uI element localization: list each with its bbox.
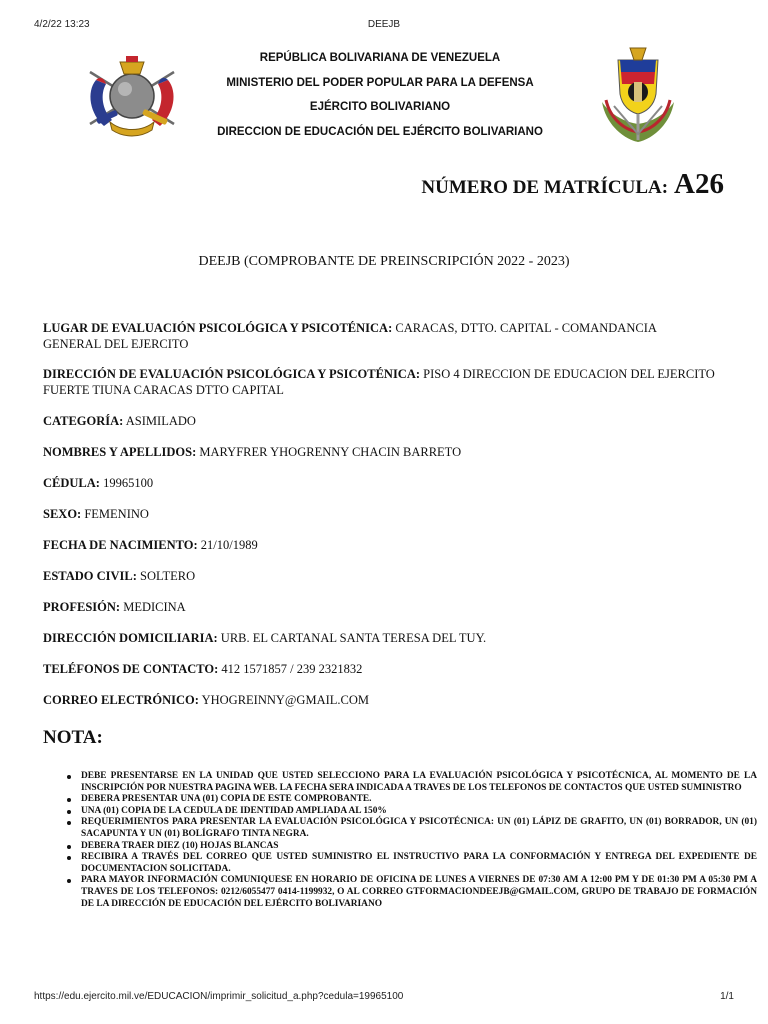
field-contact-phones (43, 661, 715, 677)
field-evaluation-address (43, 366, 715, 398)
note-item: PARA MAYOR INFORMACIÓN COMUNIQUESE EN HORARIO DE OFICINA DE LUNES A VIERNES DE 07:30 AM A 12:00 PM Y DE 01:30 PM A 05:30 PM A TRAVES DE LOS TELEFONOS: 0212/6055477 0414-1199932, O AL CORREO GTFORMACIONDEEJB@GMAIL.COM, GRUPO DE TRABAJO DE FORMACIÓN DE LA DIRECCIÓN DE EDUCACIÓN DEL EJÉRCITO BOLIVARIANO (81, 875, 757, 909)
field-value: MARYFRER YHOGRENNY CHACIN BARRETO (199, 445, 462, 459)
institution-line-republic: REPÚBLICA BOLIVARIANA DE VENEZUELA (259, 52, 501, 64)
field-label: CORREO ELECTRÓNICO: (43, 693, 199, 707)
print-page-title: DEEJB (367, 19, 401, 30)
field-full-name (43, 444, 715, 460)
field-home-address (43, 630, 715, 646)
field-value: PISO 4 DIRECCION DE EDUCACION DEL EJERCITO FUERTE TIUNA CARACAS DTTO CAPITAL (43, 367, 715, 397)
field-marital-status (43, 568, 715, 584)
field-birth-date (43, 537, 715, 553)
field-label: NOMBRES Y APELLIDOS: (43, 445, 197, 459)
army-coat-of-arms-icon (82, 52, 182, 140)
institution-heading (180, 50, 580, 148)
print-datetime: 4/2/22 13:23 (34, 19, 90, 30)
note-item: DEBE PRESENTARSE EN LA UNIDAD QUE USTED SELECCIONO PARA LA EVALUACIÓN PSICOLÓGICA Y PSICOTÉCNICA, AL MOMENTO DE LA INSCRIPCIÓN POR NUESTRA PAGINA WEB. LA FECHA SERA INDICADA A TRAVES DE LOS TELEFONOS DE CONTACTOS QUE USTED SUMINISTRO (81, 771, 757, 793)
field-label: FECHA DE NACIMIENTO: (43, 538, 198, 552)
field-value: 21/10/1989 (200, 538, 258, 552)
field-label: ESTADO CIVIL: (43, 569, 137, 583)
document-title: DEEJB (COMPROBANTE DE PREINSCRIPCIÓN 2022 - 2023) (198, 254, 570, 269)
note-heading: NOTA: (43, 727, 103, 748)
field-label: DIRECCIÓN DE EVALUACIÓN PSICOLÓGICA Y PSICOTÉNICA: (43, 367, 421, 381)
field-label: LUGAR DE EVALUACIÓN PSICOLÓGICA Y PSICOTÉNICA: (43, 321, 393, 335)
field-label: CÉDULA: (43, 476, 100, 490)
print-page-number: 1/1 (720, 991, 734, 1002)
field-value: 412 1571857 / 239 2321832 (221, 662, 363, 676)
field-label: SEXO: (43, 507, 82, 521)
registration-number-value: A26 (674, 168, 724, 200)
field-value: YHOGREINNY@GMAIL.COM (201, 693, 370, 707)
field-label: DIRECCIÓN DOMICILIARIA: (43, 631, 218, 645)
field-evaluation-location (43, 320, 715, 352)
education-directorate-emblem-icon (596, 42, 680, 144)
field-label: PROFESIÓN: (43, 600, 121, 614)
field-value: MEDICINA (123, 600, 186, 614)
note-item: DEBERA PRESENTAR UNA (01) COPIA DE ESTE COMPROBANTE. (81, 794, 757, 806)
field-value: FEMENINO (84, 507, 149, 521)
note-item: UNA (01) COPIA DE LA CEDULA DE IDENTIDAD AMPLIADA AL 150% (81, 806, 757, 818)
note-list (50, 771, 757, 910)
registration-number-label: NÚMERO DE MATRÍCULA: (421, 177, 669, 198)
field-value: CARACAS, DTTO. CAPITAL - COMANDANCIA GENERAL DEL EJERCITO (43, 321, 657, 351)
field-label: TELÉFONOS DE CONTACTO: (43, 662, 219, 676)
note-item: DEBERA TRAER DIEZ (10) HOJAS BLANCAS (81, 841, 757, 853)
institution-line-ministry: MINISTERIO DEL PODER POPULAR PARA LA DEFENSA (226, 76, 534, 89)
field-value: ASIMILADO (125, 414, 196, 428)
field-value: URB. EL CARTANAL SANTA TERESA DEL TUY. (220, 631, 487, 645)
field-profession (43, 599, 715, 615)
field-label: CATEGORÍA: (43, 414, 124, 428)
registration-number (421, 168, 724, 201)
field-email (43, 692, 715, 708)
field-value: 19965100 (103, 476, 154, 490)
print-url: https://edu.ejercito.mil.ve/EDUCACION/imprimir_solicitud_a.php?cedula=19965100 (34, 991, 404, 1002)
field-category (43, 413, 715, 429)
institution-line-army: EJÉRCITO BOLIVARIANO (309, 101, 451, 113)
note-item: RECIBIRA A TRAVÉS DEL CORREO QUE USTED SUMINISTRO EL INSTRUCTIVO PARA LA CONFORMACIÓN Y ENTREGA DEL EXPEDIENTE DE DOCUMENTACION SOLICITADA. (81, 852, 757, 874)
note-item: REQUERIMIENTOS PARA PRESENTAR LA EVALUACIÓN PSICOLÓGICA Y PSICOTÉCNICA: UN (01) LÁPIZ DE GRAFITO, UN (01) BORRADOR, UN (01) SACAPUNTA Y UN (01) BOLÍGRAFO TINTA NEGRA. (81, 817, 757, 839)
field-sex (43, 506, 715, 522)
field-value: SOLTERO (140, 569, 196, 583)
institution-line-directorate: DIRECCION DE EDUCACIÓN DEL EJÉRCITO BOLIVARIANO (217, 125, 543, 138)
field-id-number (43, 475, 715, 491)
